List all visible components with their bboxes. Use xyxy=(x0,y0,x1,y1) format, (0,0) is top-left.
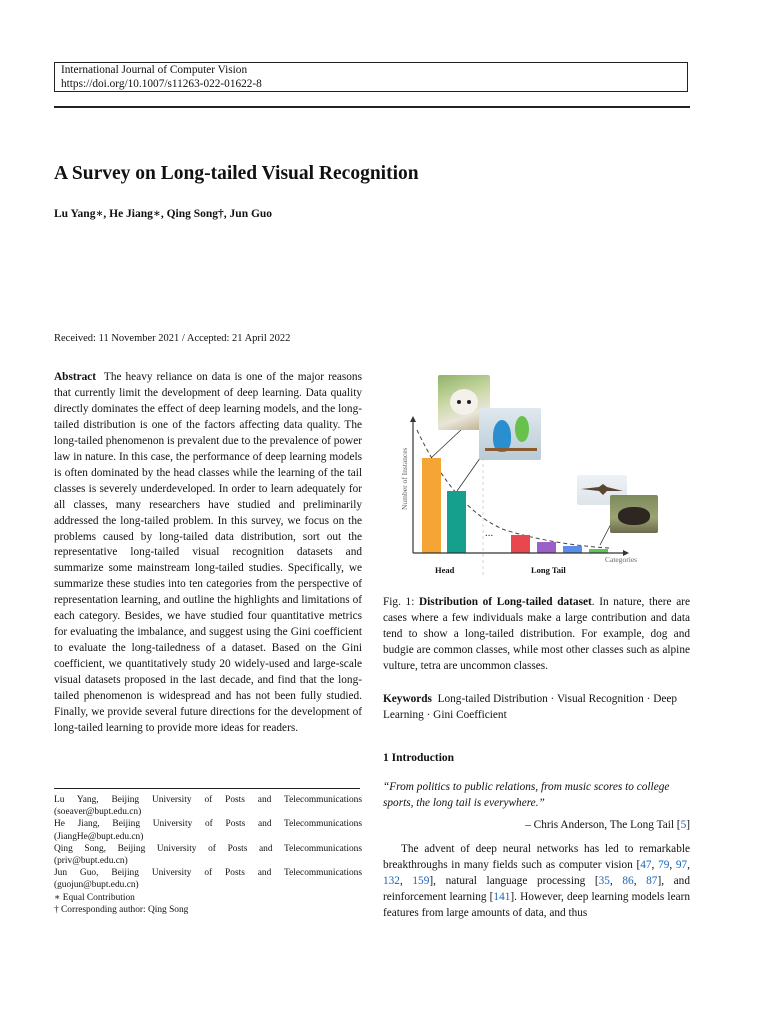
figure-1 xyxy=(395,370,695,582)
footnote-corresponding-author: † Corresponding author: Qing Song xyxy=(54,904,189,915)
header-rule xyxy=(54,106,690,108)
keywords xyxy=(383,692,690,724)
abstract-text: The heavy reliance on data is one of the major reasons that currently limit the development of deep learning. Data quality directly dominates the effect of deep learning models, and the long-tailed distribution is one of the factors affecting data quality. The long-tailed phenomenon is prevalent due to the prevalence of power law in nature. In this case, the performance of deep learning models is often dominated by the head classes while the learning of the tail classes is severely underdeveloped. In order to learn adequately for all classes, many researchers have studied and preliminarily addressed the long-tailed problem. In this survey, we focus on the problems caused by long-tailed data distribution, sort out the representative long-tailed visual recognition datasets and summarize some mainstream long-tailed studies. Specifically, we summarize these studies into ten categories from the perspective of representation learning, and outline the highlights and limitations of each category. Besides, we have studied four quantitative metrics for evaluating the imbalance, and suggest using the Gini coefficient to evaluate the long-tailedness of a dataset. Based on the Gini coefficient, we quantitatively study 20 widely-used and large-scale visual datasets proposed in the last decade, and find that the long-tailed phenomenon is widespread and has not been fully studied. Finally, we provide several future directions for the development of long-tailed learning to provide more ideas for readers. xyxy=(54,371,362,734)
intro-text: The advent of deep neural networks has led to remarkable breakthroughs in many fields such as computer vision [ xyxy=(383,843,690,871)
introduction-paragraph: The advent of deep neural networks has led to remarkable breakthroughs in many fields such as computer vision [47, 79, 97, 132, 159], natural language processing [35, 86, 87], and reinforcement learning [141]. However, deep learning models learn features from large amounts of data, and thus xyxy=(383,843,691,919)
bar-tail-3 xyxy=(563,546,582,553)
intro-text: ], and reinforcement learning [ xyxy=(383,875,690,903)
head-label: Head xyxy=(435,565,455,575)
citation-link[interactable]: 141 xyxy=(493,891,511,903)
budgie-photo xyxy=(479,408,541,460)
caption-prefix: Fig. 1: xyxy=(383,596,415,608)
journal-header xyxy=(54,62,688,92)
intro-text: ]. However, deep learning models learn features from large amounts of data, and thus xyxy=(383,891,691,919)
budgie-body-shape xyxy=(515,416,529,442)
ellipsis: ... xyxy=(485,527,494,539)
bar-head-dog xyxy=(422,458,441,553)
received-dates: Received: 11 November 2021 / Accepted: 21 April 2022 xyxy=(54,333,291,344)
perch-shape xyxy=(485,448,537,451)
citation-link[interactable]: 86 xyxy=(622,875,634,887)
figure-caption xyxy=(383,595,690,675)
citation-link[interactable]: 5 xyxy=(680,819,687,831)
section-heading: 1 Introduction xyxy=(383,752,455,764)
bar-tail-1 xyxy=(511,535,530,553)
author-list: Lu Yang∗, He Jiang∗, Qing Song†, Jun Guo xyxy=(54,208,273,220)
x-axis-label: Categories xyxy=(605,555,638,564)
attribution-close: ] xyxy=(686,819,690,831)
intro-text: ], natural language processing [ xyxy=(429,875,599,887)
abstract-label: Abstract xyxy=(54,371,97,383)
epigraph-quote: “From politics to public relations, from music scores to college sports, the long tail is everywhere.” xyxy=(383,781,670,809)
journal-name: International Journal of Computer Vision xyxy=(61,64,248,76)
doi-link[interactable]: https://doi.org/10.1007/s11263-022-01622-8 xyxy=(61,78,262,90)
bar-tail-2 xyxy=(537,542,556,553)
boar-photo xyxy=(610,495,658,533)
footnote-affiliation: Lu Yang, Beijing University of Posts and Telecommunications (soeaver@bupt.edu.cn) xyxy=(54,795,362,818)
footnote-affiliation: Jun Guo, Beijing University of Posts and Telecommunications (guojun@bupt.edu.cn) xyxy=(54,868,362,891)
dog-head-shape xyxy=(450,389,478,415)
dog-eye-shape xyxy=(467,400,471,404)
footnote-equal-contribution: ∗ Equal Contribution xyxy=(54,892,135,903)
citation-link[interactable]: 97 xyxy=(675,859,688,871)
footnote-affiliation: He Jiang, Beijing University of Posts and Telecommunications (JiangHe@bupt.edu.cn) xyxy=(54,819,362,842)
abstract xyxy=(54,370,362,737)
citation-link[interactable]: 79 xyxy=(658,859,670,871)
citation-link[interactable]: 47 xyxy=(640,859,652,871)
dog-eye-shape xyxy=(457,400,461,404)
paper-title: A Survey on Long-tailed Visual Recognition xyxy=(54,163,419,184)
epigraph-attribution xyxy=(383,819,690,831)
citation-link[interactable]: 159 xyxy=(412,875,430,887)
keywords-text: Long-tailed Distribution · Visual Recognition · Deep Learning · Gini Coefficient xyxy=(383,693,678,721)
citation-link[interactable]: 132 xyxy=(383,875,400,887)
caption-title: Distribution of Long-tailed dataset xyxy=(419,596,592,608)
citation-link[interactable]: 87 xyxy=(646,875,658,887)
long-tail-label: Long Tail xyxy=(531,565,566,575)
footnote-affiliation: Qing Song, Beijing University of Posts and Telecommunications (priv@bupt.edu.cn) xyxy=(54,843,362,867)
citation-link[interactable]: 35 xyxy=(598,875,610,887)
attribution-text: – Chris Anderson, The Long Tail [ xyxy=(525,819,681,831)
caption-text: . In nature, there are cases where a few individuals make a large contribution and data tend to show a long-tailed distribution. For example, dog and budgie are common classes, while most other classes such as alpine vulture, tetra are uncommon classes. xyxy=(383,596,691,672)
connector-dog xyxy=(431,428,463,458)
bar-head-budgie xyxy=(447,491,466,553)
footnotes xyxy=(54,794,362,916)
y-axis-arrow xyxy=(410,416,416,422)
keywords-label: Keywords xyxy=(383,693,432,705)
y-axis-label: Number of Instances xyxy=(400,447,409,510)
boar-body-shape xyxy=(618,507,650,525)
footnote-rule xyxy=(54,788,360,789)
